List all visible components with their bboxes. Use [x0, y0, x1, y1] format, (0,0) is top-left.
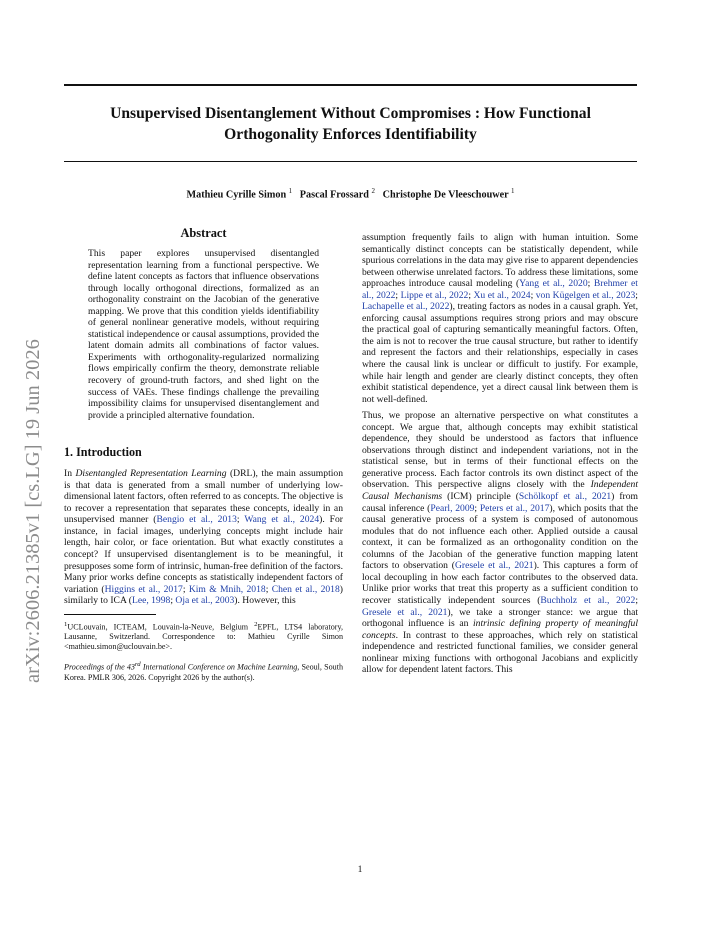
footnote-rule: [64, 614, 156, 615]
italic-text: Proceedings of the: [64, 662, 127, 672]
text-run: ;: [170, 595, 176, 607]
text-run: EPFL, LTS4 laboratory, Lausanne, Switzerland. Correspondence to: Mathieu Cyrille Simon <mathieu.simon@uclouvain.be>.: [64, 622, 343, 651]
italic-text: Independent Causal Mechanisms: [362, 479, 638, 503]
right-column: [362, 232, 638, 676]
text-run: ;: [587, 278, 594, 290]
citation-link[interactable]: Gresele et al., 2021: [454, 560, 534, 572]
body-paragraph: [362, 232, 638, 405]
superscript: rd: [134, 661, 141, 669]
author-name: Christophe De Vleeschouwer: [382, 189, 509, 201]
author-list: [64, 185, 637, 201]
text-run: ). However, this: [234, 595, 296, 607]
title-top-rule: [64, 84, 637, 86]
text-run: ) from causal inference (: [362, 491, 639, 514]
italic-text: 43: [126, 662, 135, 672]
citation-link[interactable]: Lachapelle et al., 2022: [362, 301, 450, 313]
citation-link[interactable]: Kim & Mnih, 2018: [188, 583, 266, 595]
body-paragraph: [64, 468, 343, 607]
text-run: ;: [265, 583, 272, 595]
footnote-affiliations: [64, 620, 343, 651]
text-run: ). For instance, in facial images, underlying concepts might include hair length, hair color, or face orientation. But what exactly constitutes a concept? If unsupervised disentanglement is to be meaningful, it presupposes some form of intrinsic, human-free definition of the factors. Many prior works define concepts as statistically independent factors of variation (: [64, 514, 343, 595]
text-run: ;: [635, 594, 638, 606]
citation-link[interactable]: Pearl, 2009: [430, 502, 475, 514]
superscript: 2: [254, 620, 258, 628]
citation-link[interactable]: Lippe et al., 2022: [400, 289, 469, 301]
text-run: ;: [182, 583, 189, 595]
citation-link[interactable]: Schölkopf et al., 2021: [518, 491, 612, 503]
text-run: ;: [468, 289, 474, 301]
citation-link[interactable]: Higgins et al., 2017: [104, 583, 183, 595]
body-paragraph: [362, 410, 638, 676]
text-run: ;: [395, 289, 401, 301]
citation-link[interactable]: Buchholz et al., 2022: [540, 594, 636, 606]
abstract-text: This paper explores unsupervised disentangled representation learning from a functional perspective. We define latent concepts as factors that influence observations through locally orthogonal directions, formalized as an orthogonality constraint on the Jacobian of the generative mapping. We prove that this condition yields identifiability of general nonlinear generative models, without requiring statistical independence or causal assumptions, provided the latent domain admits all combinations of factor values. Experiments with orthogonality-regularized normalizing flows empirically confirm the theory, demonstrate reliable recovery of ground-truth factors, and shed light on the success of VAEs. These findings challenge the prevailing impossibility claims for unsupervised disentanglement and provide a principled alternative foundation.: [88, 248, 319, 421]
author-name: Pascal Frossard: [299, 189, 369, 201]
text-run: (ICM) principle (: [442, 491, 519, 503]
citation-link[interactable]: Xu et al., 2024: [473, 289, 531, 301]
citation-link[interactable]: von Kügelgen et al., 2023: [535, 289, 636, 301]
text-run: assumption frequently fails to align with human intuition. Some semantically distinct concepts can be statistically dependent, while spurious correlations in the data may give rise to apparent dependencies between otherwise unrelated factors. To address these limitations, some approaches introduce causal modeling (: [362, 232, 638, 290]
text-run: ) similarly to ICA (: [64, 583, 343, 607]
citation-link[interactable]: Peters et al., 2017: [479, 502, 550, 514]
superscript: 1: [64, 620, 68, 628]
text-run: ). This captures a form of local decoupling in how each factor contributes to the observed data. Unlike prior works that treat this property as a sufficient condition to recover statistically independent sources (: [362, 560, 639, 606]
italic-text: intrinsic defining property of meaningful concepts: [362, 618, 638, 641]
citation-link[interactable]: Brehmer et al., 2022: [362, 278, 638, 301]
page-number: 1: [357, 864, 363, 875]
text-run: ), we take a stronger stance: we argue that orthogonal influence is an: [362, 606, 638, 630]
citation-link[interactable]: Lee, 1998: [131, 595, 171, 607]
text-run: , Seoul, South Korea. PMLR 306, 2026. Copyright 2026 by the author(s).: [64, 662, 343, 682]
text-run: Thus, we propose an alternative perspective on what constitutes a concept. We argue that, although concepts may exhibit statistical dependence, they should be understood as factors that influence observations through distinct and independent variations, not in the statistical sense, but in terms of their functional effects on the generative process. Each factor controls its own distinct aspect of the observation. This perspective aligns closely with the: [362, 410, 638, 491]
title-bottom-rule: [64, 161, 637, 162]
citation-link[interactable]: Wang et al., 2024: [244, 514, 320, 526]
citation-link[interactable]: Chen et al., 2018: [271, 583, 340, 595]
text-run: ;: [236, 514, 245, 526]
author-affiliation-mark: 2: [371, 187, 375, 195]
citation-link[interactable]: Gresele et al., 2021: [362, 606, 448, 618]
text-run: . In contrast to these approaches, which rely on statistical independence and restricted functional families, we consider general nonlinear mixing functions with orthogonal Jacobians and explicitly allow for dependent latent factors. This: [362, 629, 638, 676]
author-affiliation-mark: 1: [288, 187, 293, 195]
footnote-proceedings: [64, 660, 343, 682]
abstract-heading: Abstract: [180, 226, 227, 240]
author-affiliation-mark: 1: [511, 187, 515, 195]
arxiv-identifier: arXiv:2606.21385v1 [cs.LG] 19 Jun 2026: [22, 339, 44, 683]
text-run: ;: [530, 289, 536, 301]
text-run: UCLouvain, ICTEAM, Louvain-la-Neuve, Belgium: [67, 622, 255, 632]
citation-link[interactable]: Bengio et al., 2013: [156, 514, 237, 526]
italic-text: Disentangled Representation Learning: [75, 468, 227, 480]
text-run: (DRL), the main assumption is that data is generated from a small number of underlying low-dimensional latent factors, often referred to as concepts. The objective is to recover a representation that separates these concepts, ideally in an unsupervised manner (: [64, 468, 343, 526]
section-heading-introduction: 1. Introduction: [64, 445, 142, 460]
text-run: ), which posits that the causal generative process of a system is composed of autonomous modules that do not influence each other. Applied outside a causal context, it can be formalized as an orthogonality condition on the columns of the Jacobian of the generative function mapping latent factors to observation (: [362, 502, 638, 572]
text-run: ), treating factors as nodes in a causal graph. Yet, enforcing causal assumptions requires strong priors and may obscure the practical goal of capturing semantically meaningful factors. Often, the aim is not to recover the true causal structure, but rather to identify and represent the factors and their relationships, especially in cases where the causal link is unclear or difficult to justify. For example, while hair length and gender are clearly distinct concepts, they often exhibit statistical dependence, yet a direct causal link between them is not well-defined.: [362, 301, 638, 405]
left-column: [64, 226, 343, 682]
citation-link[interactable]: Oja et al., 2003: [175, 595, 235, 607]
text-run: ;: [474, 502, 480, 514]
citation-link[interactable]: Yang et al., 2020: [519, 278, 588, 290]
author-name: Mathieu Cyrille Simon: [186, 189, 287, 201]
paper-title: Unsupervised Disentanglement Without Compromises : How Functional Orthogonality Enforces Identifiability: [110, 105, 591, 143]
italic-text: International Conference on Machine Learning: [140, 662, 298, 672]
text-run: In: [64, 468, 76, 480]
text-run: ;: [635, 289, 638, 301]
